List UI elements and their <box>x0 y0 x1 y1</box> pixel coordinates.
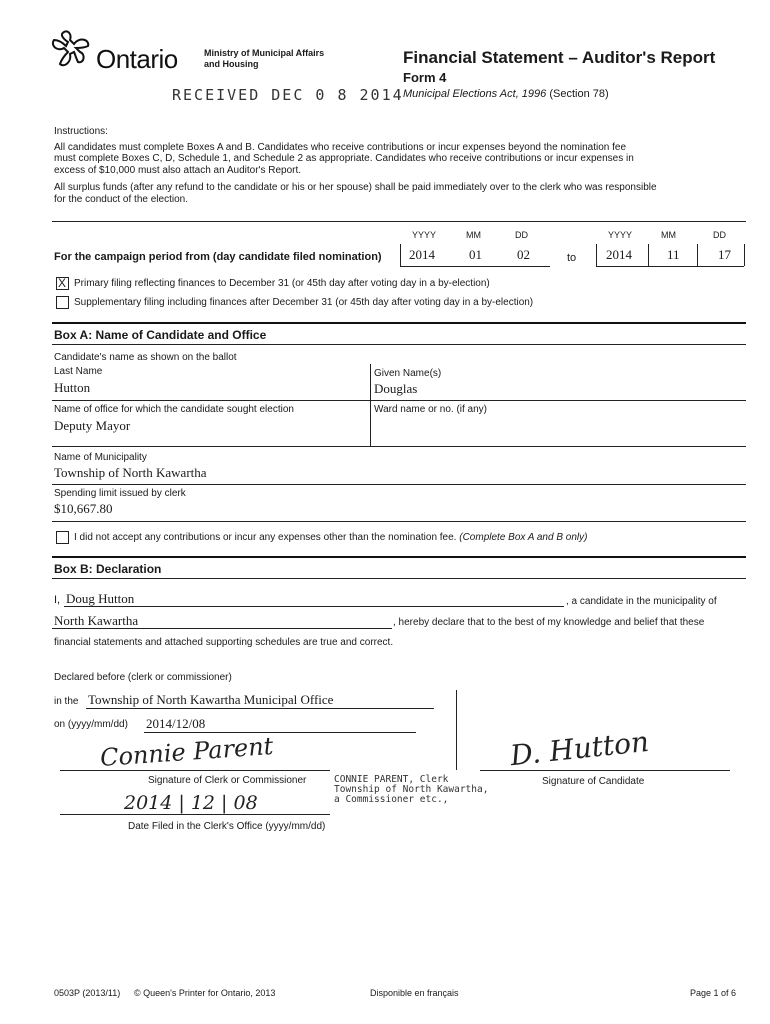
act-reference <box>403 88 609 100</box>
no-contributions-text: I did not accept any contributions or incur any expenses other than the nomination fee. <box>74 532 457 543</box>
hdr-to-dd: DD <box>713 230 726 240</box>
instructions-line: All candidates must complete Boxes A and B. Candidates who receive contributions or incur expenses beyond the nomination fee <box>54 141 627 153</box>
instructions-line: excess of $10,000 must also attach an Auditor's Report. <box>54 164 302 176</box>
spending-limit-label: Spending limit issued by clerk <box>54 488 186 499</box>
period-label: For the campaign period from (day candidate filed nomination) <box>54 251 382 263</box>
name-on-ballot-label: Candidate's name as shown on the ballot <box>54 352 237 363</box>
ministry-line-1: Ministry of Municipal Affairs <box>204 48 325 58</box>
clerk-signature: Connie Parent <box>99 731 275 773</box>
hdr-to-mm: MM <box>661 230 676 240</box>
hdr-from-yyyy: YYYY <box>412 230 437 240</box>
hdr-from-mm: MM <box>466 230 481 240</box>
ontario-logo <box>50 26 200 78</box>
form-number: Form 4 <box>403 70 447 85</box>
date-filed-field[interactable]: 2014 | 12 | 08 <box>124 792 258 814</box>
instructions-line: must complete Boxes C, D, Schedule 1, and Schedule 2 as appropriate. Candidates who receive contributions or incur expenses in <box>54 153 634 164</box>
instructions-heading: Instructions: <box>54 126 108 137</box>
in-the-label: in the <box>54 696 79 707</box>
ward-label: Ward name or no. (if any) <box>374 404 488 415</box>
act-section: (Section 78) <box>549 88 609 100</box>
commissioner-stamp <box>334 775 488 805</box>
office-field[interactable]: Deputy Mayor <box>54 418 131 433</box>
from-yyyy-field[interactable]: 2014 <box>409 247 435 262</box>
municipality-field[interactable]: Township of North Kawartha <box>54 465 207 480</box>
stamp-line-2: Township of North Kawartha, <box>334 784 489 795</box>
spending-limit-field[interactable]: $10,667.80 <box>54 501 113 516</box>
ministry-line-2: and Housing <box>204 59 259 69</box>
last-name-label: Last Name <box>54 366 103 377</box>
candidate-signature-label: Signature of Candidate <box>542 776 645 787</box>
candidate-signature: D. Hutton <box>508 724 651 773</box>
on-date-field[interactable]: 2014/12/08 <box>146 716 206 731</box>
municipality-label: Name of Municipality <box>54 452 147 463</box>
no-contributions-label <box>74 532 587 543</box>
supplementary-filing-label: Supplementary filing including finances after December 31 (or 45th day after voting day in a by-election) <box>74 297 534 308</box>
received-stamp: RECEIVED DEC 0 8 2014 <box>172 86 404 104</box>
declared-before-label: Declared before (clerk or commissioner) <box>54 672 232 683</box>
declaration-municipality-field[interactable]: North Kawartha <box>54 613 139 628</box>
declaration-i-label: I, <box>54 594 61 606</box>
no-contributions-checkbox[interactable] <box>56 531 69 544</box>
stamp-line-1: CONNIE PARENT, Clerk <box>334 774 449 785</box>
primary-filing-label: Primary filing reflecting finances to December 31 (or 45th day after voting day in a by-election) <box>74 278 490 289</box>
from-mm-field[interactable]: 01 <box>469 247 482 262</box>
form-title: Financial Statement – Auditor's Report <box>403 48 716 67</box>
instructions-line: All surplus funds (after any refund to the candidate or his or her spouse) shall be paid immediately over to the clerk who was responsible <box>54 182 657 193</box>
instructions-line: for the conduct of the election. <box>54 193 188 205</box>
supplementary-filing-checkbox[interactable] <box>56 296 69 309</box>
hdr-from-dd: DD <box>515 230 528 240</box>
last-name-field[interactable]: Hutton <box>54 380 91 395</box>
trillium-icon <box>50 26 96 74</box>
to-dd-field[interactable]: 17 <box>718 247 731 262</box>
to-yyyy-field[interactable]: 2014 <box>606 247 632 262</box>
to-label: to <box>567 252 577 264</box>
primary-filing-checkbox[interactable] <box>56 277 69 290</box>
page-number: Page 1 of 6 <box>690 988 737 998</box>
hereby-text: , hereby declare that to the best of my knowledge and belief that these <box>393 617 705 628</box>
on-date-label: on (yyyy/mm/dd) <box>54 719 128 730</box>
form-code: 0503P (2013/11) <box>54 988 121 998</box>
to-mm-field[interactable]: 11 <box>667 247 680 262</box>
logo-wordmark: Ontario <box>96 44 178 74</box>
candidate-text: , a candidate in the municipality of <box>566 596 717 607</box>
act-name: Municipal Elections Act, 1996 <box>403 88 547 100</box>
date-filed-label: Date Filed in the Clerk's Office (yyyy/mm/dd) <box>128 821 326 832</box>
declarant-name-field[interactable]: Doug Hutton <box>66 591 135 606</box>
clerk-signature-label: Signature of Clerk or Commissioner <box>148 775 307 786</box>
copyright: © Queen's Printer for Ontario, 2013 <box>134 988 276 998</box>
given-names-label: Given Name(s) <box>374 368 442 379</box>
office-label: Name of office for which the candidate sought election <box>54 404 294 415</box>
given-names-field[interactable]: Douglas <box>374 381 418 396</box>
instructions <box>54 126 744 205</box>
french-availability: Disponible en français <box>370 988 459 998</box>
check-mark-icon: X <box>58 276 67 290</box>
box-a-heading: Box A: Name of Candidate and Office <box>54 328 267 342</box>
hdr-to-yyyy: YYYY <box>608 230 633 240</box>
statement-text: financial statements and attached supporting schedules are true and correct. <box>54 637 394 648</box>
ministry-name <box>204 48 324 70</box>
stamp-line-3: a Commissioner etc., <box>334 794 449 805</box>
no-contributions-note: (Complete Box A and B only) <box>459 532 588 543</box>
in-the-field[interactable]: Township of North Kawartha Municipal Office <box>88 692 334 707</box>
from-dd-field[interactable]: 02 <box>517 247 530 262</box>
box-b-heading: Box B: Declaration <box>54 562 162 576</box>
